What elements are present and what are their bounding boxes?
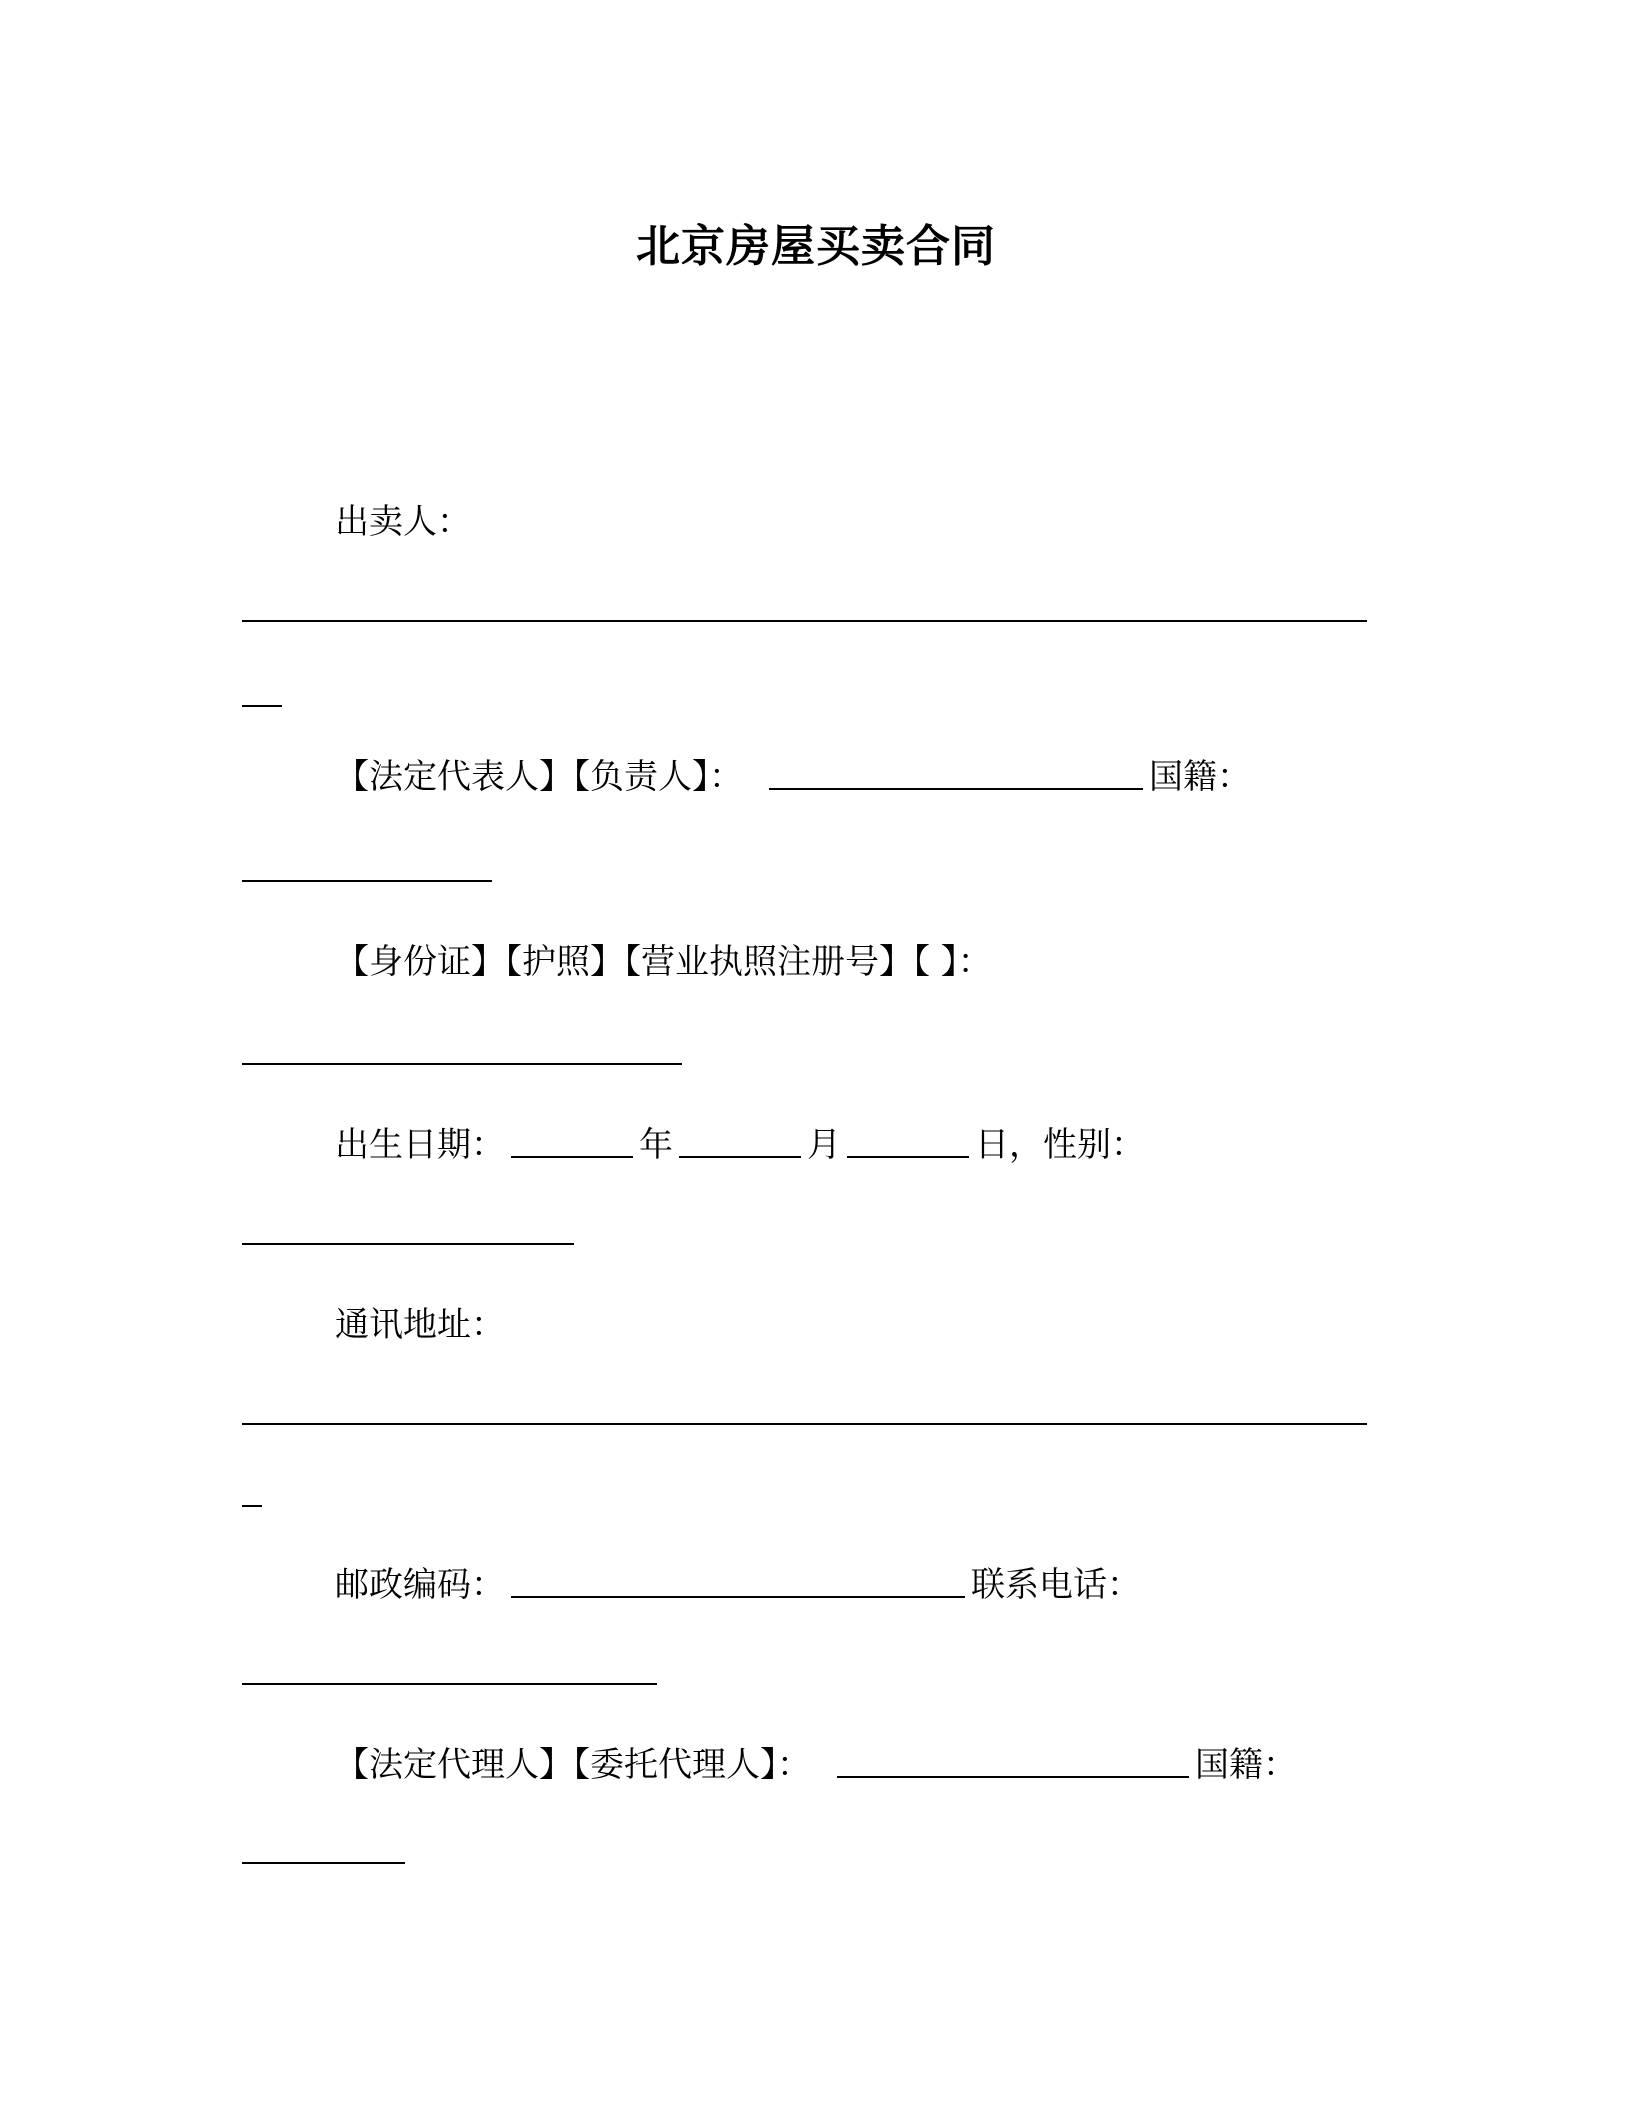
- phone-label: 联系电话：: [971, 1565, 1141, 1605]
- seller-blank-line-1[interactable]: [242, 620, 1367, 622]
- birth-row: [335, 1125, 1145, 1165]
- postal-row: [335, 1565, 1141, 1605]
- postal-blank[interactable]: [511, 1596, 965, 1598]
- agent-label: 【法定代理人】【委托代理人】：: [335, 1745, 811, 1785]
- birth-month-blank[interactable]: [679, 1156, 801, 1158]
- agent-nationality-blank[interactable]: [242, 1862, 405, 1864]
- nationality-blank[interactable]: [242, 880, 492, 882]
- birth-year-label: 年: [639, 1125, 673, 1165]
- seller-blank-line-2[interactable]: [242, 705, 282, 707]
- address-label: 通讯地址：: [335, 1305, 505, 1345]
- birth-day-blank[interactable]: [847, 1156, 969, 1158]
- postal-label: 邮政编码：: [335, 1565, 505, 1605]
- birth-year-blank[interactable]: [511, 1156, 633, 1158]
- representative-blank[interactable]: [769, 788, 1143, 790]
- gender-blank[interactable]: [242, 1243, 574, 1245]
- birth-month-label: 月: [807, 1125, 841, 1165]
- agent-nationality-label: 国籍：: [1195, 1745, 1297, 1785]
- phone-blank[interactable]: [242, 1683, 657, 1685]
- birth-day-gender-label: 日，性别：: [975, 1125, 1145, 1165]
- representative-label: 【法定代表人】【负责人】：: [335, 757, 743, 797]
- birth-label: 出生日期：: [335, 1125, 505, 1165]
- id-blank[interactable]: [242, 1063, 682, 1065]
- representative-row: [335, 757, 1251, 797]
- document-title: 北京房屋买卖合同: [636, 221, 996, 272]
- address-blank-line-1[interactable]: [242, 1423, 1367, 1425]
- address-blank-line-2[interactable]: [242, 1505, 262, 1507]
- seller-label: 出卖人：: [335, 502, 471, 542]
- id-label: 【身份证】【护照】【营业执照注册号】【 】：: [335, 942, 992, 982]
- agent-blank[interactable]: [837, 1776, 1189, 1778]
- representative-nationality-label: 国籍：: [1149, 757, 1251, 797]
- agent-row: [335, 1745, 1297, 1785]
